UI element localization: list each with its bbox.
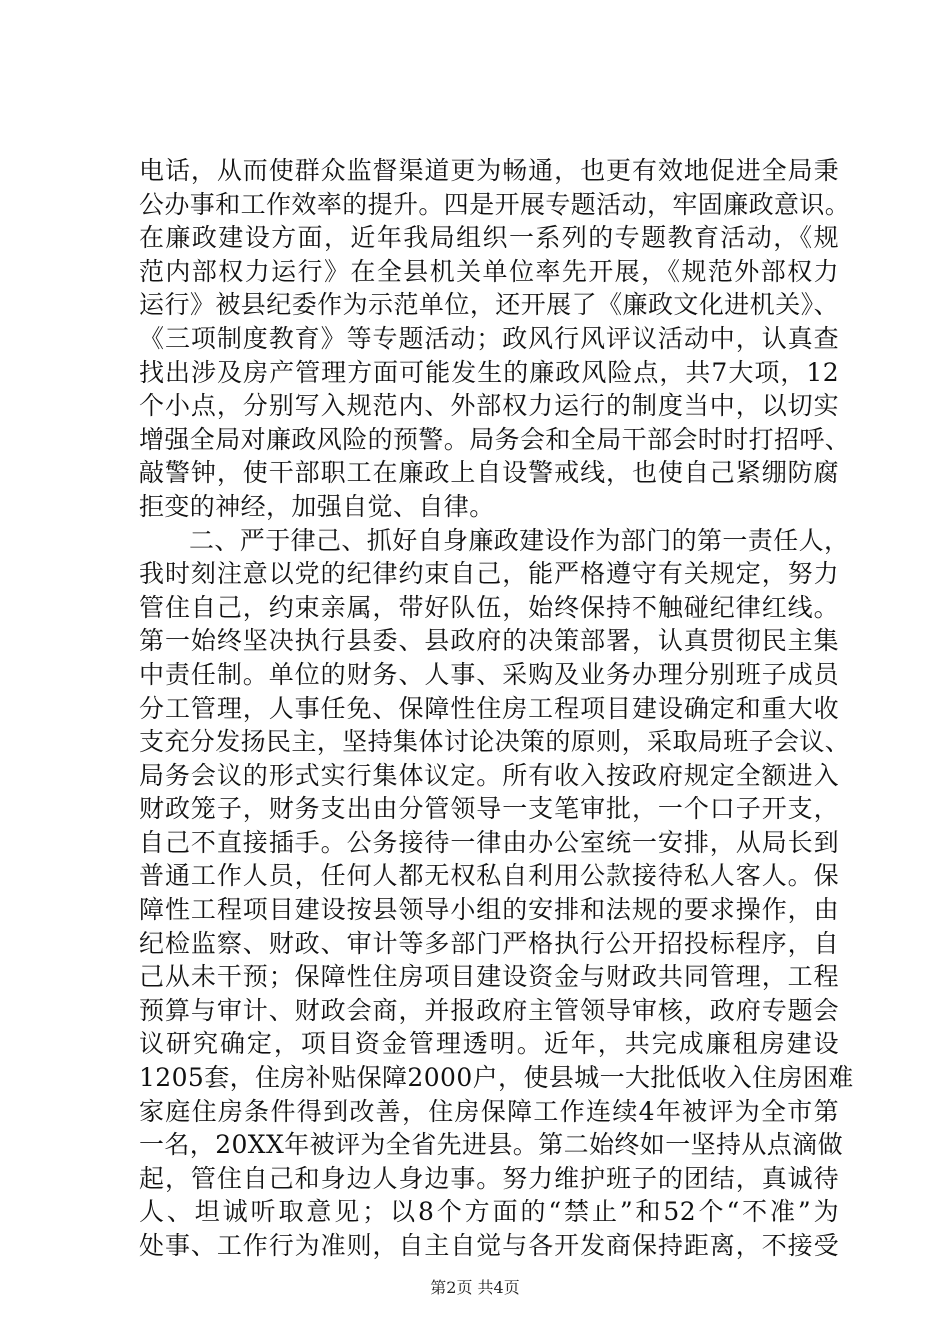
text-line: 自己不直接插手。公务接待一律由办公室统一安排，从局长到 — [139, 827, 839, 857]
text-line: 支充分发扬民主，坚持集体讨论决策的原则，采取局班子会议、 — [139, 727, 851, 757]
text-line: 电话，从而使群众监督渠道更为畅通，也更有效地促进全局秉 — [139, 156, 839, 185]
text-line: 人、坦诚听取意见；以8个方面的“禁止”和52个“不准”为 — [139, 1197, 839, 1227]
text-line: 管住自己，约束亲属，带好队伍，始终保持不触碰纪律红线。 — [139, 592, 839, 622]
text-line: 运行》被县纪委作为示范单位，还开展了《廉政文化进机关》、 — [139, 290, 839, 320]
document-body — [139, 154, 854, 1263]
text-line: 增强全局对廉政风险的预警。局务会和全局干部会时时打招呼、 — [139, 424, 851, 454]
text-line: 第一始终坚决执行县委、县政府的决策部署，认真贯彻民主集 — [139, 626, 839, 656]
text-line: 分工管理，人事任免、保障性住房工程项目建设确定和重大收 — [139, 693, 839, 723]
text-line: 公办事和工作效率的提升。四是开展专题活动，牢固廉政意识。 — [139, 189, 851, 219]
text-line: 我时刻注意以党的纪律约束自己，能严格遵守有关规定，努力 — [139, 559, 839, 589]
text-line: 家庭住房条件得到改善，住房保障工作连续4年被评为全市第 — [139, 1096, 839, 1126]
text-line: 找出涉及房产管理方面可能发生的廉政风险点，共7大项，12 — [139, 357, 839, 387]
text-line: 局务会议的形式实行集体议定。所有收入按政府规定全额进入 — [139, 760, 839, 790]
text-line: 一名，20XX年被评为全省先进县。第二始终如一坚持从点滴做 — [139, 1130, 844, 1160]
paragraph-start-line: 二、严于律己、抓好自身廉政建设作为部门的第一责任人， — [189, 525, 850, 555]
text-line: 障性工程项目建设按县领导小组的安排和法规的要求操作，由 — [139, 895, 839, 925]
page-number-footer: 第2页 共4页 — [430, 1278, 520, 1297]
text-line: 在廉政建设方面，近年我局组织一系列的专题教育活动，《规 — [139, 223, 839, 253]
text-line: 普通工作人员，任何人都无权私自利用公款接待私人客人。保 — [139, 861, 839, 891]
text-line: 处事、工作行为准则，自主自觉与各开发商保持距离，不接受 — [139, 1231, 839, 1260]
text-line: 财政笼子，财务支出由分管领导一支笔审批，一个口子开支， — [139, 794, 839, 824]
text-line: 纪检监察、财政、审计等多部门严格执行公开招投标程序，自 — [139, 928, 839, 958]
text-line: 《三项制度教育》等专题活动；政风行风评议活动中，认真查 — [139, 323, 839, 353]
text-line: 起，管住自己和身边人身边事。努力维护班子的团结，真诚待 — [139, 1163, 839, 1193]
text-line: 中责任制。单位的财务、人事、采购及业务办理分别班子成员 — [139, 659, 839, 689]
text-line: 1205套，住房补贴保障2000户，使县城一大批低收入住房困难 — [139, 1063, 854, 1093]
text-line: 拒变的神经，加强自觉、自律。 — [139, 491, 495, 521]
text-line: 个小点，分别写入规范内、外部权力运行的制度当中，以切实 — [139, 391, 839, 421]
text-line: 预算与审计、财政会商，并报政府主管领导审核，政府专题会 — [139, 995, 839, 1025]
text-line: 议研究确定，项目资金管理透明。近年，共完成廉租房建设 — [139, 1029, 839, 1059]
text-line: 己从未干预；保障性住房项目建设资金与财政共同管理，工程 — [139, 962, 839, 992]
text-line: 敲警钟，使干部职工在廉政上自设警戒线，也使自己紧绷防腐 — [139, 458, 839, 488]
text-line: 范内部权力运行》在全县机关单位率先开展，《规范外部权力 — [139, 256, 839, 286]
